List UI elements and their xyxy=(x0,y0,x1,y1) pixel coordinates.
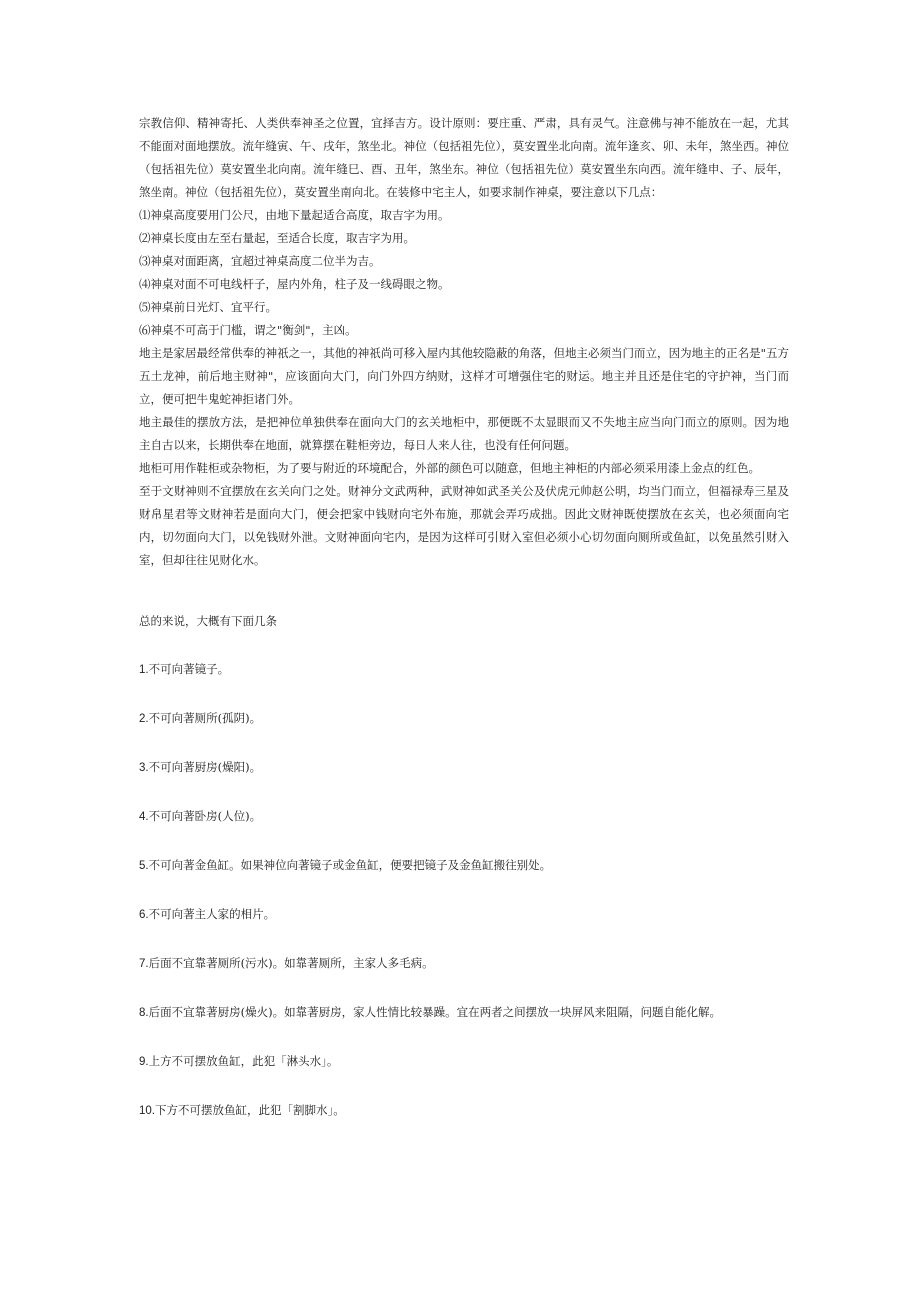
rule-text: 不可向著主人家的相片。 xyxy=(148,907,276,921)
paragraph: ⑶神桌对面距离，宜超过神桌高度二位半为吉。 xyxy=(139,254,381,268)
rule-number: 1. xyxy=(139,664,149,676)
rule-text: 下方不可摆放鱼缸，此犯「割脚水」。 xyxy=(155,1103,345,1117)
list-item xyxy=(139,878,789,927)
paragraph: ⑹神桌不可高于门槛，谓之"衡剑"，主凶。 xyxy=(139,323,357,337)
rule-number: 6. xyxy=(139,909,149,921)
summary-heading: 总的来说，大概有下面几条 xyxy=(139,614,277,628)
rule-text: 不可向著卧房(人位)。 xyxy=(148,809,262,823)
paragraph: 宗教信仰、精神寄托、人类供奉神圣之位置，宜择吉方。设计原则：要庄重、严肃，具有灵气。注意佛与神不能放在一起，尤其不能面对面地摆放。流年缝寅、午、戌年，煞坐北。神位（包括祖先位），莫安置坐北向南。流年逢亥、卯、未年，煞坐西。神位（包括祖先位）莫安置坐北向南。流年缝巳、酉、丑年，煞坐东。神位（包括祖先位）莫安置坐东向西。流年缝申、子、辰年，煞坐南。神位（包括祖先位），莫安置坐南向北。在装修中宅主人，如要求制作神桌，要注意以下几点： xyxy=(139,116,789,199)
rule-text: 不可向著厕所(孤阴)。 xyxy=(148,711,262,725)
list-item xyxy=(139,976,789,1025)
rule-number: 2. xyxy=(139,713,149,725)
section-gap xyxy=(139,572,789,610)
rule-number: 8. xyxy=(139,1007,149,1019)
rule-number: 5. xyxy=(139,860,149,872)
rule-text: 后面不宜靠著厨房(燥火)。如靠著厨房，家人性情比较暴躁。宜在两者之间摆放一块屏风来阻隔，问题自能化解。 xyxy=(148,1005,722,1019)
paragraph: ⑴神桌高度要用门公尺，由地下量起适合高度，取吉字为用。 xyxy=(139,208,450,222)
list-item xyxy=(139,682,789,731)
rule-number: 4. xyxy=(139,811,149,823)
list-item xyxy=(139,1025,789,1074)
rule-number: 3. xyxy=(139,762,149,774)
list-item xyxy=(139,829,789,878)
paragraph: 地主是家居最经常供奉的神祇之一，其他的神祇尚可移入屋内其他较隐蔽的角落，但地主必须当门而立，因为地主的正名是"五方五土龙神，前后地主财神"，应该面向大门，向门外四方纳财，这样才可增强住宅的财运。地主并且还是住宅的守护神，当门而立，便可把牛鬼蛇神拒诸门外。 xyxy=(139,346,789,406)
paragraph: ⑵神桌长度由左至右量起，至适合长度，取吉字为用。 xyxy=(139,231,415,245)
paragraph: 地柜可用作鞋柜或杂物柜，为了要与附近的环境配合，外部的颜色可以随意，但地主神柜的内部必须采用漆上金点的红色。 xyxy=(139,461,760,475)
rule-number: 10. xyxy=(139,1105,155,1117)
rule-text: 后面不宜靠著厕所(污水)。如靠著厕所，主家人多毛病。 xyxy=(148,956,434,970)
paragraph: 地主最佳的摆放方法，是把神位单独供奉在面向大门的玄关地柜中，那便既不太显眼而又不失地主应当向门而立的原则。因为地主自古以来，长期供奉在地面，就算摆在鞋柜旁边，每日人来人往，也没有任何问题。 xyxy=(139,415,789,452)
rule-number: 7. xyxy=(139,958,149,970)
rule-text: 上方不可摆放鱼缸，此犯「淋头水」。 xyxy=(148,1054,339,1068)
list-item xyxy=(139,633,789,682)
rule-text: 不可向著金鱼缸。如果神位向著镜子或金鱼缸，便要把镜子及金鱼缸搬往别处。 xyxy=(148,858,552,872)
paragraph: ⑷神桌对面不可电线杆子，屋内外角，柱子及一线碍眼之物。 xyxy=(139,277,450,291)
rule-text: 不可向著厨房(燥阳)。 xyxy=(148,760,262,774)
document-page xyxy=(139,112,789,1123)
rules-list xyxy=(139,633,789,1123)
paragraph: 至于文财神则不宜摆放在玄关向门之处。财神分文武两种，武财神如武圣关公及伏虎元帅赵公明，均当门而立，但福禄寿三星及财帛星君等文财神若是面向大门，便会把家中钱财向宅外布施，那就会弄巧成拙。因此文财神既使摆放在玄关，也必须面向宅内，切勿面向大门，以免钱财外泄。文财神面向宅内，是因为这样可引财入室但必须小心切勿面向厕所或鱼缸，以免虽然引财入室，但却往往见财化水。 xyxy=(139,484,789,567)
rule-text: 不可向著镜子。 xyxy=(148,662,230,676)
list-item xyxy=(139,1074,789,1123)
list-item xyxy=(139,927,789,976)
list-item xyxy=(139,780,789,829)
list-item xyxy=(139,731,789,780)
paragraph: ⑸神桌前日光灯、宜平行。 xyxy=(139,300,277,314)
rule-number: 9. xyxy=(139,1056,149,1068)
intro-section xyxy=(139,112,789,572)
